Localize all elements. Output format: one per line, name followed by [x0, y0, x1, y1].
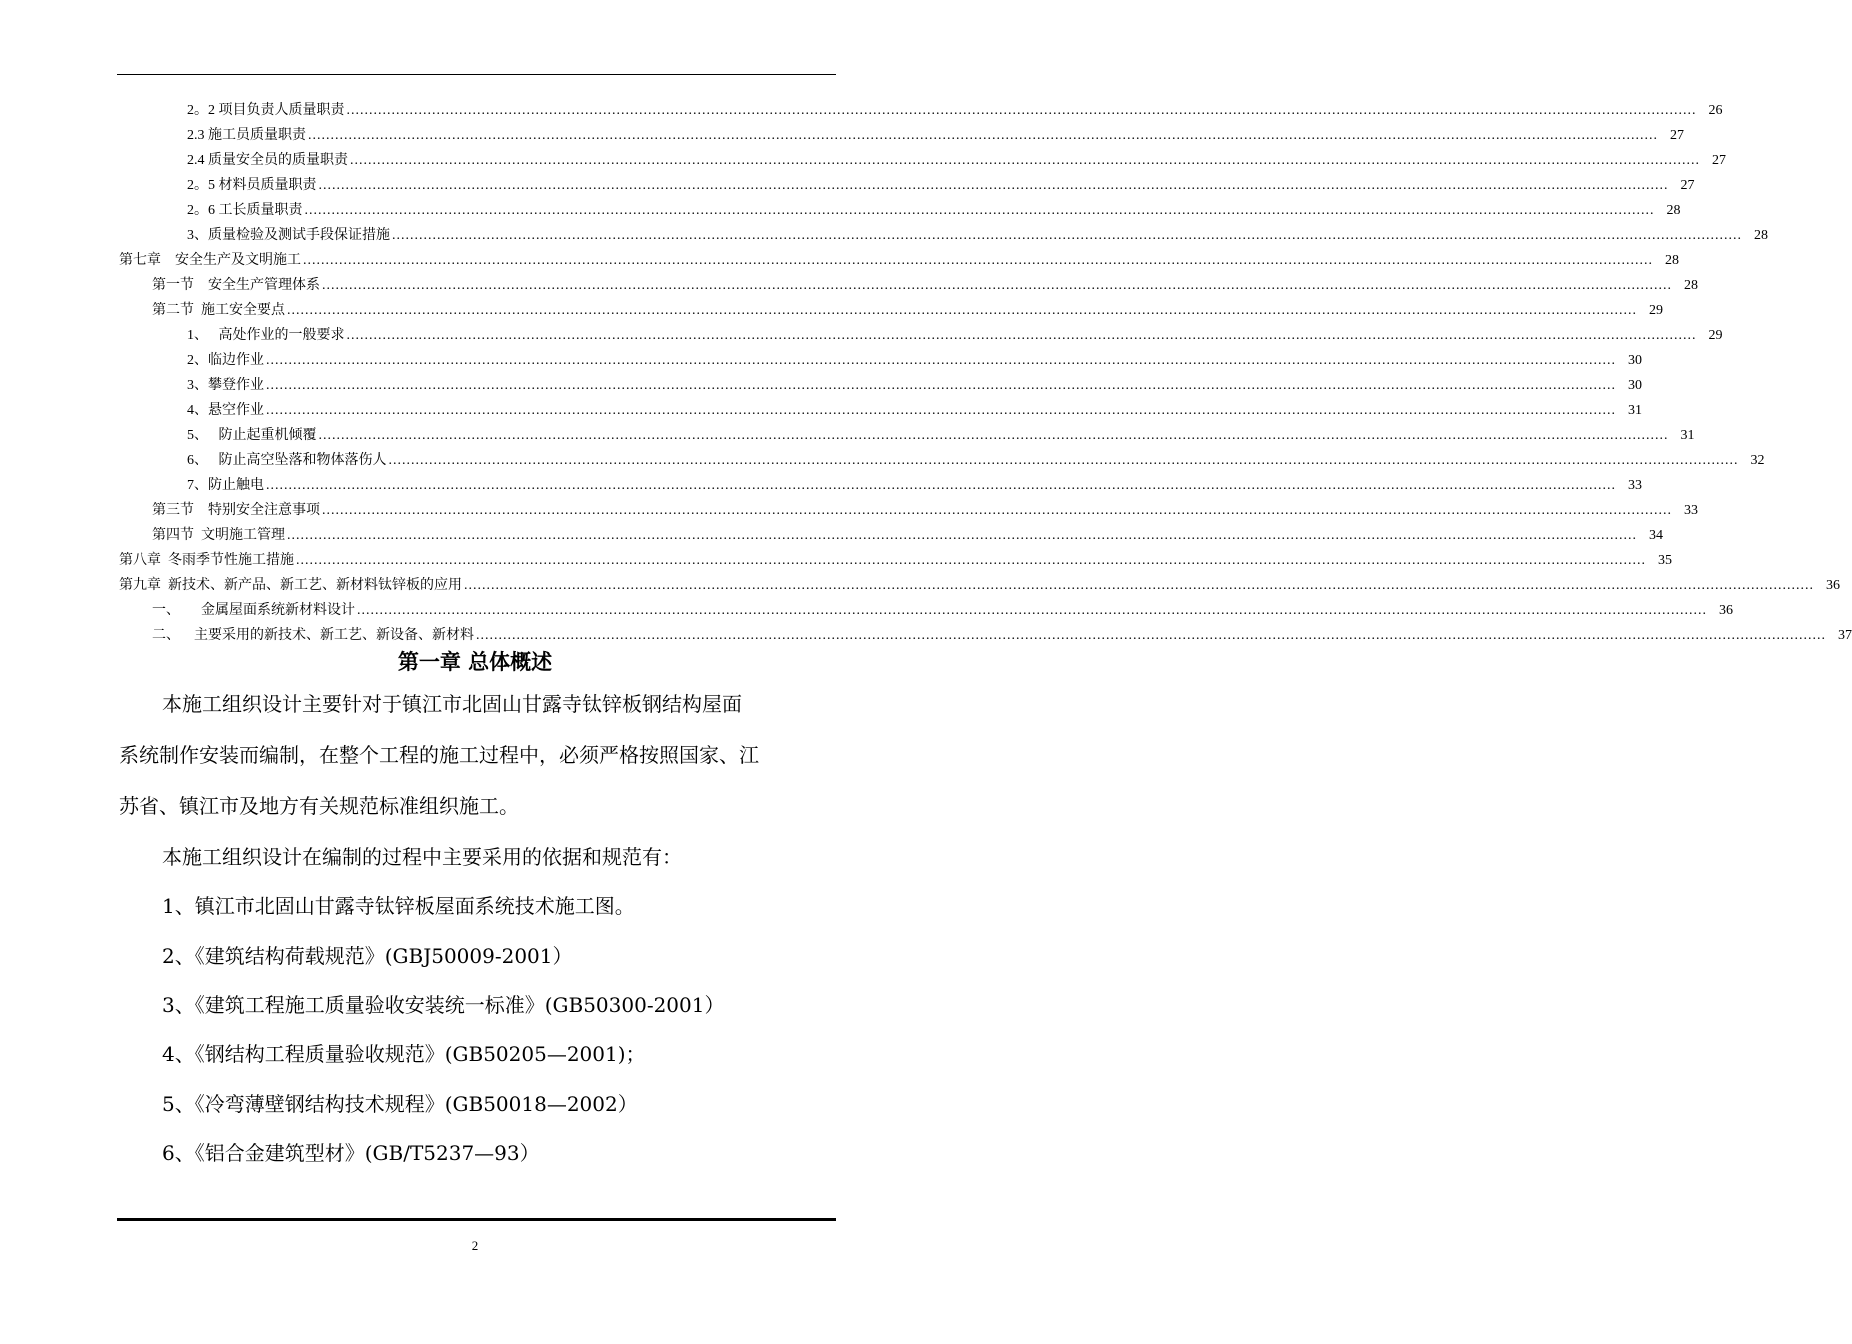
- toc-entry-title: 3、质量检验及测试手段保证措施: [187, 228, 390, 243]
- footer-rule: [117, 1218, 836, 1221]
- toc-entry-page: 34: [1649, 528, 1663, 543]
- toc-entry[interactable]: [119, 551, 1672, 571]
- toc-entry-title: 第八章 冬雨季节性施工措施: [119, 553, 294, 568]
- toc-entry-title: 4、悬空作业: [187, 403, 264, 418]
- toc-entry-title: 3、攀登作业: [187, 378, 264, 393]
- body-paragraph-line: 苏省、镇江市及地方有关规范标准组织施工。: [119, 794, 519, 818]
- list-item: 3、《建筑工程施工质量验收安装统一标准》(GB50300-2001）: [162, 993, 725, 1017]
- toc-entry-title: 一、 金属屋面系统新材料设计: [152, 603, 355, 618]
- toc-entry-title: 2。5 材料员质量职责: [187, 178, 317, 193]
- toc-entry-page: 30: [1628, 353, 1642, 368]
- toc-entry[interactable]: [152, 526, 1663, 546]
- toc-entry[interactable]: [187, 376, 1642, 396]
- toc-dot-leader: ............................................................................................................................................................................................................................................................................................................: [303, 253, 1653, 268]
- toc-dot-leader: ............................................................................................................................................................................................................................................................................................................: [346, 328, 1697, 343]
- toc-entry-page: 37: [1838, 628, 1852, 643]
- toc-entry-page: 26: [1708, 103, 1723, 118]
- toc-dot-leader: ............................................................................................................................................................................................................................................................................................................: [322, 278, 1672, 293]
- toc-entry[interactable]: [187, 326, 1723, 346]
- body-paragraph-line: 本施工组织设计在编制的过程中主要采用的依据和规范有：: [162, 845, 682, 869]
- toc-dot-leader: ............................................................................................................................................................................................................................................................................................................: [322, 503, 1672, 518]
- chapter-heading: 第一章 总体概述: [397, 650, 553, 674]
- toc-dot-leader: ............................................................................................................................................................................................................................................................................................................: [357, 603, 1707, 618]
- toc-entry-page: 36: [1719, 603, 1733, 618]
- toc-dot-leader: ............................................................................................................................................................................................................................................................................................................: [296, 553, 1646, 568]
- toc-entry[interactable]: [152, 301, 1663, 321]
- toc-entry-title: 6、 防止高空坠落和物体落伤人: [187, 453, 387, 468]
- toc-entry-title: 5、 防止起重机倾覆: [187, 428, 317, 443]
- toc-entry-title: 第二节 施工安全要点: [152, 303, 285, 318]
- toc-entry[interactable]: [187, 351, 1642, 371]
- toc-entry-title: 2.4 质量安全员的质量职责: [187, 153, 348, 168]
- list-item: 4、《钢结构工程质量验收规范》(GB50205—2001)；: [162, 1042, 646, 1066]
- toc-entry[interactable]: [187, 126, 1684, 146]
- toc-entry-page: 32: [1750, 453, 1765, 468]
- toc-entry-title: 第一节 安全生产管理体系: [152, 278, 320, 293]
- toc-entry[interactable]: [187, 476, 1642, 496]
- toc-entry-page: 27: [1670, 128, 1684, 143]
- toc-entry-title: 7、防止触电: [187, 478, 264, 493]
- toc-entry[interactable]: [187, 401, 1642, 421]
- list-item: 1、镇江市北固山甘露寺钛锌板屋面系统技术施工图。: [162, 894, 635, 918]
- toc-entry-page: 33: [1684, 503, 1698, 518]
- toc-entry[interactable]: [152, 276, 1698, 296]
- toc-entry[interactable]: [187, 451, 1765, 471]
- header-rule: [117, 74, 836, 75]
- toc-dot-leader: ............................................................................................................................................................................................................................................................................................................: [318, 428, 1669, 443]
- toc-dot-leader: ............................................................................................................................................................................................................................................................................................................: [318, 178, 1669, 193]
- toc-entry-page: 29: [1708, 328, 1723, 343]
- toc-entry-title: 2。6 工长质量职责: [187, 203, 303, 218]
- toc-entry[interactable]: [187, 426, 1695, 446]
- toc-entry-page: 29: [1649, 303, 1663, 318]
- toc-dot-leader: ............................................................................................................................................................................................................................................................................................................: [287, 528, 1637, 543]
- toc-dot-leader: ............................................................................................................................................................................................................................................................................................................: [392, 228, 1742, 243]
- list-item: 6、《铝合金建筑型材》(GB/T5237—93）: [162, 1141, 540, 1165]
- toc-dot-leader: ............................................................................................................................................................................................................................................................................................................: [464, 578, 1814, 593]
- toc-entry[interactable]: [152, 626, 1852, 646]
- toc-entry-title: 第四节 文明施工管理: [152, 528, 285, 543]
- toc-dot-leader: ............................................................................................................................................................................................................................................................................................................: [266, 478, 1616, 493]
- toc-entry-page: 31: [1628, 403, 1642, 418]
- toc-dot-leader: ............................................................................................................................................................................................................................................................................................................: [346, 103, 1697, 118]
- toc-dot-leader: ............................................................................................................................................................................................................................................................................................................: [476, 628, 1826, 643]
- toc-entry[interactable]: [119, 251, 1679, 271]
- toc-entry-page: 27: [1712, 153, 1726, 168]
- toc-dot-leader: ............................................................................................................................................................................................................................................................................................................: [388, 453, 1739, 468]
- toc-entry-title: 2。2 项目负责人质量职责: [187, 103, 345, 118]
- toc-entry-page: 28: [1665, 253, 1679, 268]
- toc-entry-page: 30: [1628, 378, 1642, 393]
- toc-dot-leader: ............................................................................................................................................................................................................................................................................................................: [304, 203, 1655, 218]
- toc-entry[interactable]: [152, 501, 1698, 521]
- toc-entry[interactable]: [187, 201, 1681, 221]
- toc-dot-leader: ............................................................................................................................................................................................................................................................................................................: [287, 303, 1637, 318]
- toc-entry[interactable]: [187, 226, 1768, 246]
- toc-entry-title: 第三节 特别安全注意事项: [152, 503, 320, 518]
- list-item: 5、《冷弯薄壁钢结构技术规程》(GB50018—2002）: [162, 1092, 638, 1116]
- page-number: 2: [471, 1238, 479, 1253]
- body-paragraph-line: 本施工组织设计主要针对于镇江市北固山甘露寺钛锌板钢结构屋面: [162, 692, 742, 716]
- toc-entry-title: 第九章 新技术、新产品、新工艺、新材料钛锌板的应用: [119, 578, 462, 593]
- toc-entry[interactable]: [152, 601, 1733, 621]
- body-paragraph-line: 系统制作安装而编制，在整个工程的施工过程中，必须严格按照国家、江: [119, 743, 759, 767]
- toc-entry-page: 27: [1680, 178, 1695, 193]
- toc-entry[interactable]: [119, 576, 1840, 596]
- toc-entry-title: 1、 高处作业的一般要求: [187, 328, 345, 343]
- toc-dot-leader: ............................................................................................................................................................................................................................................................................................................: [350, 153, 1700, 168]
- toc-entry[interactable]: [187, 151, 1726, 171]
- list-item: 2、《建筑结构荷载规范》(GBJ50009-2001）: [162, 944, 573, 968]
- toc-dot-leader: ............................................................................................................................................................................................................................................................................................................: [266, 403, 1616, 418]
- toc-entry-title: 2.3 施工员质量职责: [187, 128, 306, 143]
- toc-dot-leader: ............................................................................................................................................................................................................................................................................................................: [266, 378, 1616, 393]
- toc-dot-leader: ............................................................................................................................................................................................................................................................................................................: [266, 353, 1616, 368]
- toc-entry[interactable]: [187, 176, 1695, 196]
- toc-entry-page: 35: [1658, 553, 1672, 568]
- toc-entry-page: 28: [1754, 228, 1768, 243]
- toc-entry-page: 28: [1666, 203, 1681, 218]
- toc-entry-page: 31: [1680, 428, 1695, 443]
- toc-entry-title: 第七章 安全生产及文明施工: [119, 253, 301, 268]
- toc-entry-page: 36: [1826, 578, 1840, 593]
- toc-entry-page: 28: [1684, 278, 1698, 293]
- toc-entry-title: 2、临边作业: [187, 353, 264, 368]
- toc-entry[interactable]: [187, 101, 1723, 121]
- toc-entry-title: 二、 主要采用的新技术、新工艺、新设备、新材料: [152, 628, 474, 643]
- toc-dot-leader: ............................................................................................................................................................................................................................................................................................................: [308, 128, 1658, 143]
- toc-entry-page: 33: [1628, 478, 1642, 493]
